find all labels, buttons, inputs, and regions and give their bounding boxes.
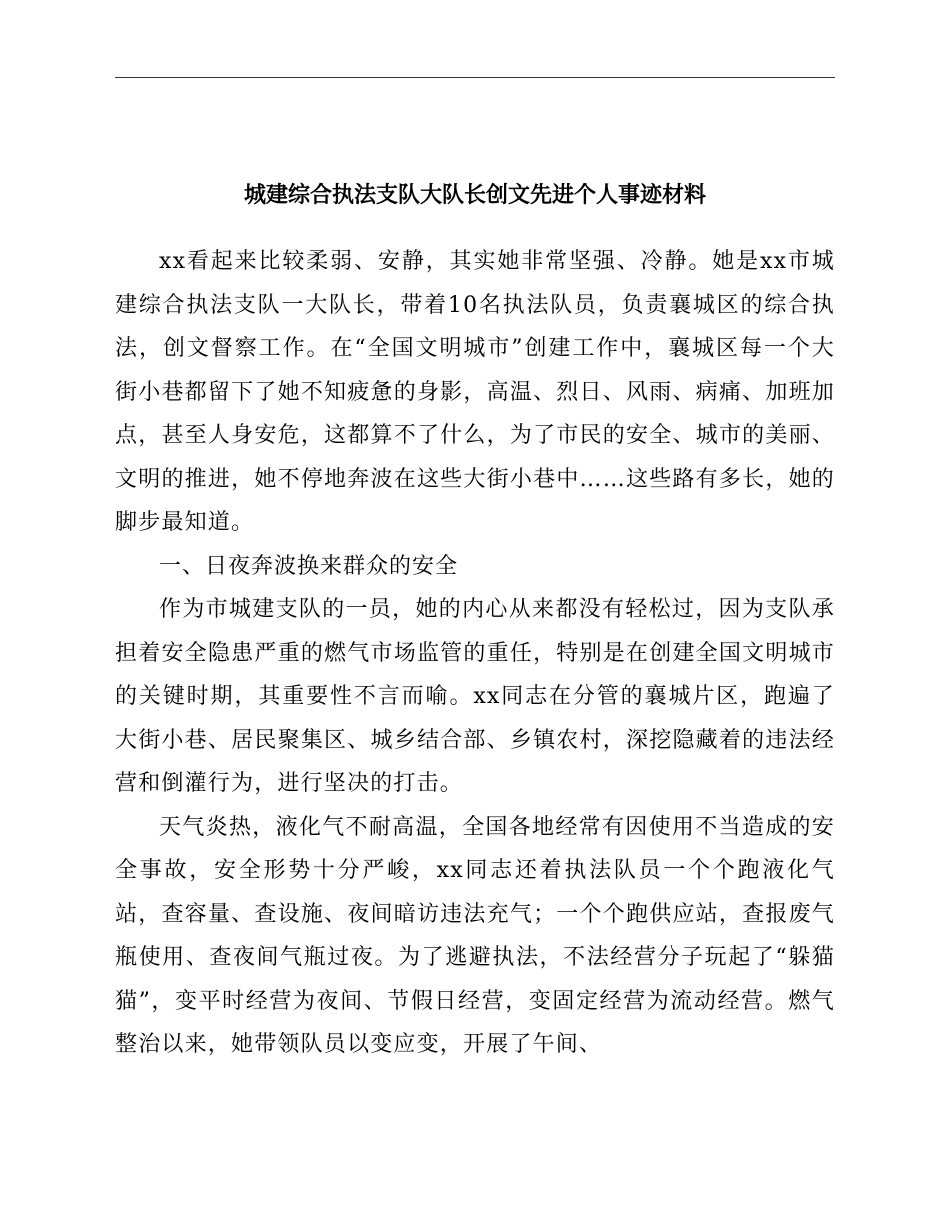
paragraph-gas-supervision: 作为市城建支队的一员，她的内心从来都没有轻松过，因为支队承担着安全隐患严重的燃气市场监管的重任，特别是在创建全国文明城市的关键时期，其重要性不言而喻。xx同志在分管的襄城片区，跑遍了大街小巷、居民聚集区、城乡结合部、乡镇农村，深挖隐藏着的违法经营和倒灌行为，进行坚决的打击。 bbox=[115, 597, 835, 796]
section-heading: 一、日夜奔波换来群众的安全 bbox=[159, 553, 459, 579]
paragraph-hot-weather: 天气炎热，液化气不耐高温，全国各地经常有因使用不当造成的安全事故，安全形势十分严峻，xx同志还着执法队员一个个跑液化气站，查容量、查设施、夜间暗访违法充气；一个个跑供应站，查报废气瓶使用、查夜间气瓶过夜。为了逃避执法，不法经营分子玩起了“躲猫猫”，变平时经营为夜间、节假日经营，变固定经营为流动经营。燃气整治以来，她带领队员以变应变，开展了午间、 bbox=[115, 814, 835, 1057]
document-body bbox=[115, 240, 835, 1067]
document-title: 城建综合执法支队大队长创文先进个人事迹材料 bbox=[243, 183, 706, 208]
header-rule bbox=[115, 77, 835, 78]
paragraph-intro: xx看起来比较柔弱、安静，其实她非常坚强、冷静。她是xx市城建综合执法支队一大队长，带着10名执法队员，负责襄城区的综合执法，创文督察工作。在“全国文明城市”创建工作中，襄城区每一个大街小巷都留下了她不知疲惫的身影，高温、烈日、风雨、病痛、加班加点，甚至人身安危，这都算不了什么，为了市民的安全、城市的美丽、文明的推进，她不停地奔波在这些大街小巷中……这些路有多长，她的脚步最知道。 bbox=[115, 249, 835, 535]
